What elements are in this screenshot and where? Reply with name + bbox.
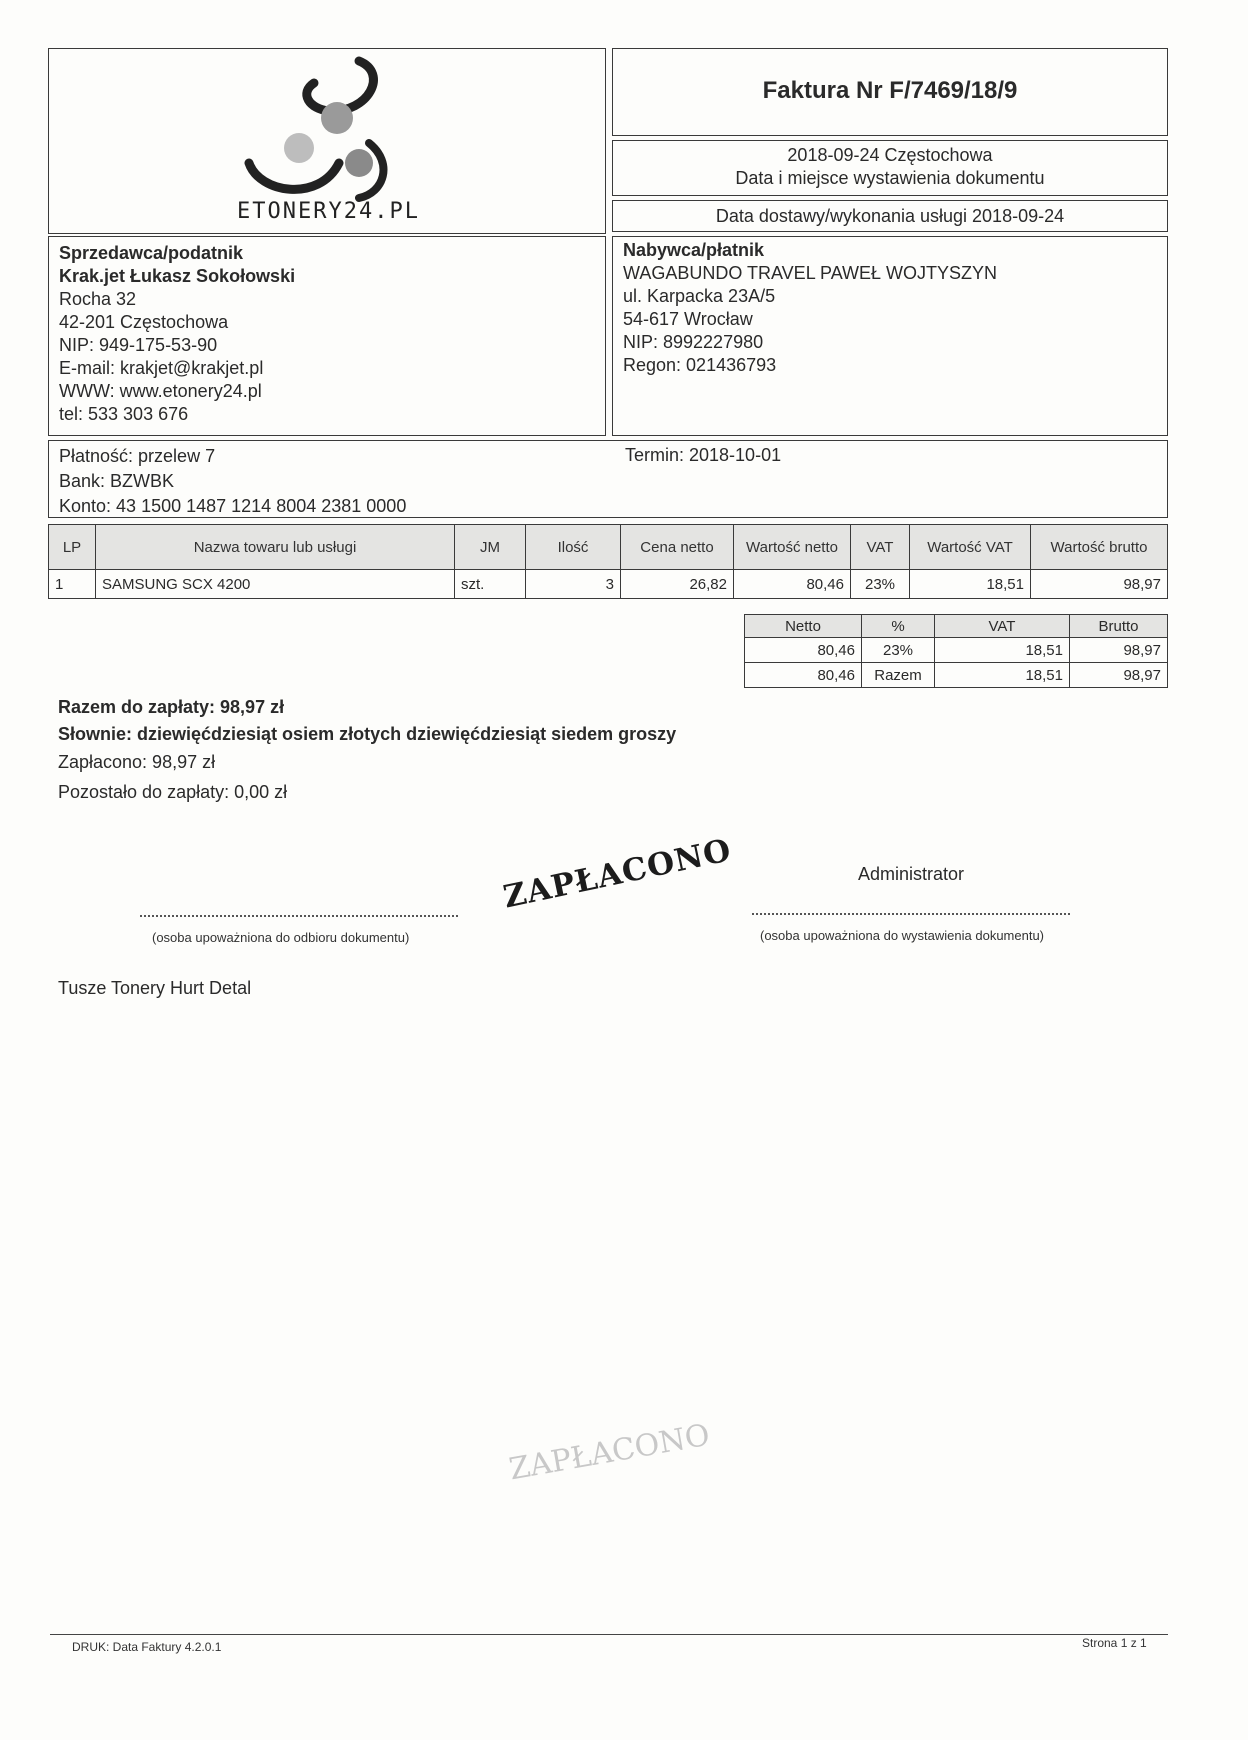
buyer-heading: Nabywca/płatnik: [623, 240, 765, 260]
footer-rule: [50, 1634, 1168, 1635]
vat-summary-table: [744, 614, 1168, 688]
buyer-name: WAGABUNDO TRAVEL PAWEŁ WOJTYSZYN: [623, 263, 998, 283]
summary-rate: 23%: [862, 638, 935, 663]
total-net: 80,46: [745, 663, 862, 688]
payment-panel: [48, 440, 1168, 518]
seller-www: WWW: www.etonery24.pl: [59, 381, 262, 401]
item-vat-rate: 23%: [851, 570, 910, 599]
total-to-pay: Razem do zapłaty: 98,97 zł: [58, 697, 285, 717]
seller-tel: tel: 533 303 676: [59, 404, 189, 424]
invoice-title: Faktura Nr F/7469/18/9: [762, 77, 1018, 104]
seller-heading: Sprzedawca/podatnik: [59, 243, 244, 263]
summary-vat: 18,51: [935, 638, 1070, 663]
table-row: [745, 663, 1168, 688]
header-qty: Ilość: [526, 525, 621, 570]
header-gross-value: Wartość brutto: [1031, 525, 1168, 570]
item-qty: 3: [526, 570, 621, 599]
delivery-date: Data dostawy/wykonania usługi 2018-09-24: [715, 206, 1065, 226]
issue-date-panel: [612, 140, 1168, 196]
seller-name: Krak.jet Łukasz Sokołowski: [59, 266, 296, 286]
bleed-through-stamp: ZAPŁACONO: [506, 1417, 713, 1488]
buyer-street: ul. Karpacka 23A/5: [623, 286, 776, 306]
item-unit: szt.: [455, 570, 526, 599]
buyer-panel: [612, 236, 1168, 436]
receiver-caption: (osoba upoważniona do odbioru dokumentu): [152, 930, 410, 945]
summary-header-net: Netto: [745, 615, 862, 638]
issue-date-place: 2018-09-24 Częstochowa: [787, 145, 993, 165]
receiver-signature-line: [140, 915, 458, 917]
summary-header-gross: Brutto: [1070, 615, 1168, 638]
issuer-caption: (osoba upoważniona do wystawienia dokumentu): [760, 928, 1045, 943]
header-vat-value: Wartość VAT: [910, 525, 1031, 570]
payment-account: Konto: 43 1500 1487 1214 8004 2381 0000: [59, 496, 407, 516]
table-row: [745, 638, 1168, 663]
header-lp: LP: [49, 525, 96, 570]
total-gross: 98,97: [1070, 663, 1168, 688]
logo-wordmark: ETONERY24.PL: [237, 199, 420, 224]
header-jm: JM: [455, 525, 526, 570]
item-name: SAMSUNG SCX 4200: [96, 570, 455, 599]
header-net-value: Wartość netto: [734, 525, 851, 570]
total-label: Razem: [862, 663, 935, 688]
payment-bank: Bank: BZWBK: [59, 471, 175, 491]
print-info: DRUK: Data Faktury 4.2.0.1: [72, 1640, 222, 1654]
buyer-city: 54-617 Wrocław: [623, 309, 753, 329]
delivery-date-panel: [612, 200, 1168, 232]
seller-email: E-mail: krakjet@krakjet.pl: [59, 358, 264, 378]
header-name: Nazwa towaru lub usługi: [96, 525, 455, 570]
buyer-regon: Regon: 021436793: [623, 355, 777, 375]
items-table: [48, 524, 1168, 599]
invoice-title-panel: [612, 48, 1168, 136]
page-number: Strona 1 z 1: [1082, 1636, 1147, 1650]
summary-header-rate: %: [862, 615, 935, 638]
amount-paid: Zapłacono: 98,97 zł: [58, 752, 216, 772]
seller-city: 42-201 Częstochowa: [59, 312, 229, 332]
seller-panel: [48, 236, 606, 436]
footer-note: Tusze Tonery Hurt Detal: [58, 978, 252, 998]
issue-date-caption: Data i miejsce wystawienia dokumentu: [735, 168, 1045, 188]
seller-nip: NIP: 949-175-53-90: [59, 335, 218, 355]
logo-panel: [48, 48, 606, 234]
item-vat-value: 18,51: [910, 570, 1031, 599]
item-lp: 1: [49, 570, 96, 599]
summary-gross: 98,97: [1070, 638, 1168, 663]
item-gross-value: 98,97: [1031, 570, 1168, 599]
header-net-price: Cena netto: [621, 525, 734, 570]
total-vat: 18,51: [935, 663, 1070, 688]
item-net-value: 80,46: [734, 570, 851, 599]
total-in-words: Słownie: dziewięćdziesiąt osiem złotych dziewięćdziesiąt siedem groszy: [58, 724, 677, 744]
payment-due: Termin: 2018-10-01: [625, 445, 782, 465]
item-net-price: 26,82: [621, 570, 734, 599]
issuer-name: Administrator: [858, 864, 965, 884]
company-logo-icon: [219, 53, 429, 203]
paid-stamp: ZAPŁACONO: [500, 832, 735, 916]
payment-method: Płatność: przelew 7: [59, 446, 216, 466]
buyer-nip: NIP: 8992227980: [623, 332, 764, 352]
summary-net: 80,46: [745, 638, 862, 663]
summary-header-vat: VAT: [935, 615, 1070, 638]
seller-street: Rocha 32: [59, 289, 137, 309]
items-header-row: [49, 525, 1168, 570]
amount-remaining: Pozostało do zapłaty: 0,00 zł: [58, 782, 288, 802]
summary-header-row: [745, 615, 1168, 638]
table-row: [49, 570, 1168, 599]
header-vat: VAT: [851, 525, 910, 570]
issuer-signature-line: [752, 913, 1070, 915]
